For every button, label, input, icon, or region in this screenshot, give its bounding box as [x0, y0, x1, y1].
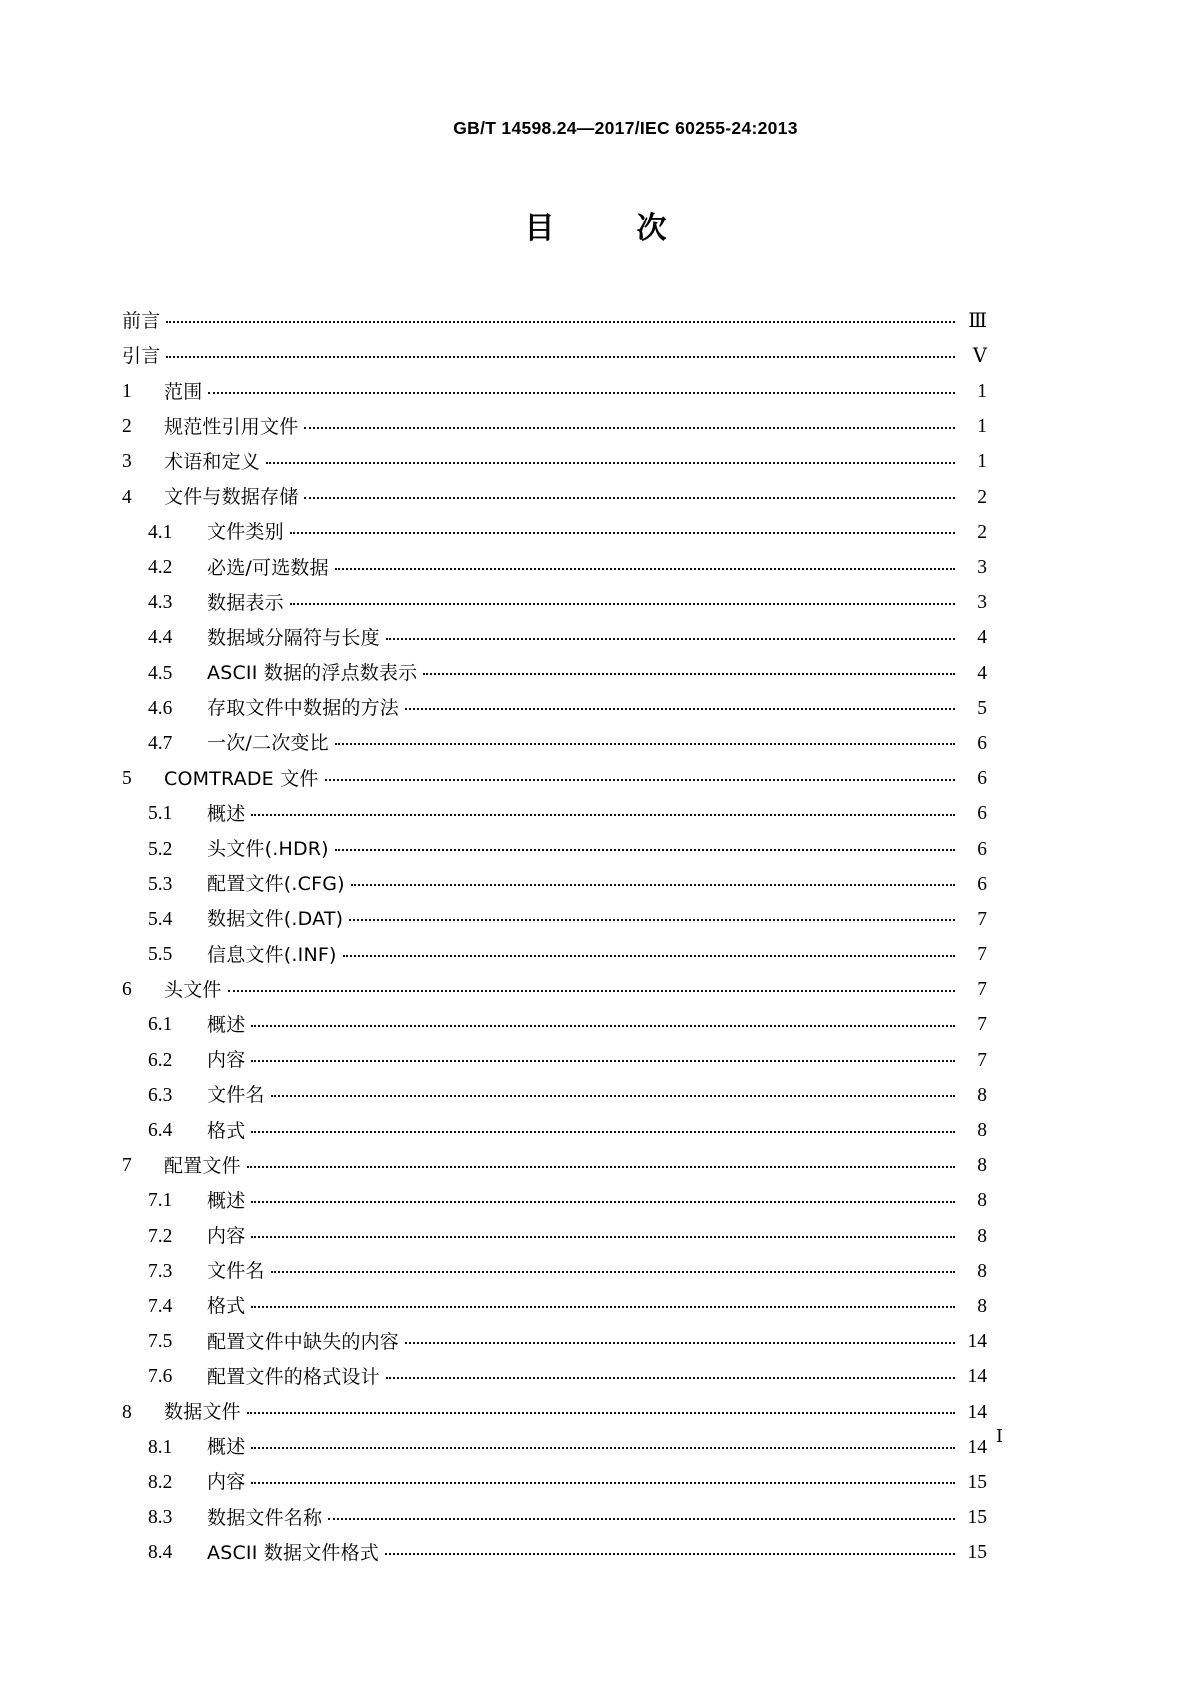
- toc-entry[interactable]: [122, 1211, 987, 1246]
- toc-entry-page: 5: [977, 697, 987, 719]
- toc-entry-label: 前言: [122, 310, 161, 333]
- toc-entry-label: 概述: [207, 1013, 246, 1036]
- toc-entry-page: 8: [977, 1295, 987, 1317]
- toc-leader-dots: [251, 1193, 955, 1207]
- toc-leader-dots: [247, 1404, 955, 1418]
- toc-entry-page: 8: [977, 1190, 987, 1212]
- toc-entry-label: 文件与数据存储: [164, 486, 299, 509]
- toc-entry-page: 7: [977, 908, 987, 930]
- toc-entry-page: 1: [977, 451, 987, 473]
- toc-leader-dots: [228, 982, 955, 996]
- toc-entry-number: 5.5: [148, 944, 173, 966]
- toc-entry-page: 3: [977, 557, 987, 578]
- toc-entry-number: 8: [122, 1401, 132, 1423]
- toc-entry-label: ASCII 数据文件格式: [207, 1541, 379, 1564]
- toc-entry-number: 8.4: [148, 1542, 173, 1564]
- toc-entry-label: 格式: [207, 1295, 246, 1318]
- toc-entry[interactable]: [122, 1141, 987, 1176]
- toc-entry-label: 范围: [164, 380, 203, 403]
- toc-entry-label: 概述: [207, 1189, 246, 1212]
- toc-entry-number: 4.6: [148, 697, 173, 719]
- toc-entry-label: 文件名: [207, 1260, 265, 1283]
- table-of-contents: [122, 296, 987, 1563]
- toc-leader-dots: [335, 735, 955, 749]
- toc-leader-dots: [290, 524, 955, 538]
- toc-entry-page: 8: [977, 1155, 987, 1177]
- toc-leader-dots: [328, 1510, 955, 1524]
- toc-entry-number: 7.4: [148, 1295, 173, 1317]
- toc-entry-page: 15: [967, 1471, 987, 1493]
- toc-entry-number: 6.4: [148, 1120, 173, 1141]
- toc-entry-number: 7: [122, 1155, 132, 1177]
- toc-leader-dots: [386, 1369, 955, 1383]
- toc-entry-number: 5.4: [148, 908, 173, 930]
- toc-entry-label: 格式: [207, 1119, 246, 1142]
- toc-entry-number: 4: [122, 486, 132, 508]
- toc-entry-number: 6.3: [148, 1084, 173, 1106]
- toc-entry[interactable]: [122, 613, 987, 648]
- toc-entry[interactable]: [122, 1316, 987, 1351]
- toc-entry-page: 4: [977, 662, 987, 684]
- toc-entry[interactable]: [122, 1035, 987, 1070]
- toc-entry-page: 8: [977, 1084, 987, 1106]
- toc-entry-label: 数据域分隔符与长度: [207, 626, 380, 649]
- toc-entry-label: 术语和定义: [164, 450, 261, 473]
- page-number-folio: Ⅰ: [995, 1426, 1003, 1446]
- toc-entry-number: 6.2: [148, 1049, 173, 1071]
- toc-leader-dots: [349, 911, 955, 925]
- toc-entry[interactable]: [122, 1105, 987, 1140]
- toc-leader-dots: [251, 1298, 955, 1312]
- toc-leader-dots: [351, 876, 955, 890]
- toc-entry-label: 概述: [207, 802, 246, 825]
- toc-entry-label: 规范性引用文件: [164, 415, 299, 438]
- toc-entry-page: 6: [977, 873, 987, 895]
- toc-entry-number: 3: [122, 451, 132, 473]
- toc-entry-label: 数据文件名称: [207, 1506, 323, 1529]
- toc-entry-page: 14: [967, 1331, 987, 1353]
- toc-entry-label: ASCII 数据的浮点数表示: [207, 662, 418, 685]
- toc-entry-number: 4.2: [148, 557, 173, 578]
- toc-entry-label: 信息文件(.INF): [207, 943, 337, 966]
- toc-entry-number: 8.1: [148, 1436, 173, 1458]
- toc-entry-number: 8.2: [148, 1471, 173, 1493]
- toc-entry-label: COMTRADE 文件: [164, 767, 319, 790]
- toc-leader-dots: [166, 348, 955, 362]
- toc-entry-label: 文件名: [207, 1084, 265, 1107]
- toc-entry[interactable]: [122, 296, 987, 331]
- toc-entry-page: Ⅲ: [968, 310, 987, 332]
- toc-leader-dots: [251, 1052, 955, 1066]
- toc-entry-number: 4.4: [148, 627, 173, 649]
- toc-leader-dots: [251, 1123, 955, 1137]
- toc-entry-number: 6.1: [148, 1014, 173, 1036]
- toc-entry-page: 15: [967, 1542, 987, 1564]
- toc-leader-dots: [251, 1017, 955, 1031]
- toc-entry-number: 8.3: [148, 1507, 173, 1529]
- toc-entry-number: 1: [122, 381, 132, 403]
- toc-entry-number: 5: [122, 768, 132, 790]
- toc-entry[interactable]: [122, 965, 987, 1000]
- toc-entry-page: 14: [967, 1366, 987, 1388]
- toc-leader-dots: [247, 1158, 955, 1172]
- toc-entry-label: 必选/可选数据: [207, 556, 329, 579]
- toc-entry[interactable]: [122, 789, 987, 824]
- toc-entry-number: 5.1: [148, 803, 173, 825]
- toc-entry-page: 2: [977, 486, 987, 508]
- toc-entry[interactable]: [122, 472, 987, 507]
- toc-entry[interactable]: [122, 402, 987, 437]
- toc-leader-dots: [335, 560, 955, 574]
- toc-leader-dots: [405, 700, 955, 714]
- toc-entry[interactable]: [122, 1457, 987, 1492]
- document-header-standard-number: GB/T 14598.24—2017/IEC 60255-24:2013: [453, 118, 798, 138]
- toc-entry[interactable]: [122, 824, 987, 859]
- toc-entry-label: 内容: [207, 1049, 246, 1072]
- toc-entry[interactable]: [122, 1281, 987, 1316]
- toc-leader-dots: [251, 806, 955, 820]
- toc-entry[interactable]: [122, 1387, 987, 1422]
- toc-entry-page: 2: [977, 521, 987, 543]
- toc-entry-page: 8: [977, 1120, 987, 1141]
- toc-entry-page: 8: [977, 1225, 987, 1247]
- toc-entry-page: 7: [977, 944, 987, 966]
- toc-entry[interactable]: [122, 1000, 987, 1035]
- toc-entry-label: 数据文件(.DAT): [207, 908, 344, 931]
- toc-leader-dots: [266, 454, 955, 468]
- toc-entry[interactable]: [122, 1246, 987, 1281]
- toc-entry-number: 5.3: [148, 873, 173, 895]
- toc-entry[interactable]: [122, 894, 987, 929]
- toc-entry-label: 数据表示: [207, 591, 284, 614]
- toc-entry[interactable]: [122, 507, 987, 542]
- toc-entry-page: 3: [977, 592, 987, 614]
- toc-entry-label: 内容: [207, 1471, 246, 1494]
- toc-entry[interactable]: [122, 929, 987, 964]
- toc-leader-dots: [166, 313, 955, 327]
- toc-leader-dots: [271, 1263, 955, 1277]
- toc-entry-number: 4.5: [148, 662, 173, 684]
- toc-leader-dots: [290, 595, 955, 609]
- toc-entry-page: 6: [977, 803, 987, 825]
- toc-leader-dots: [251, 1228, 955, 1242]
- toc-entry[interactable]: [122, 718, 987, 753]
- toc-entry[interactable]: [122, 859, 987, 894]
- toc-entry-number: 2: [122, 416, 132, 438]
- toc-entry[interactable]: [122, 648, 987, 683]
- toc-entry-number: 4.3: [148, 592, 173, 614]
- toc-entry-label: 存取文件中数据的方法: [207, 697, 400, 720]
- toc-entry-number: 7.6: [148, 1366, 173, 1388]
- toc-entry-label: 概述: [207, 1436, 246, 1459]
- toc-entry-page: 7: [977, 979, 987, 1001]
- toc-leader-dots: [304, 489, 955, 503]
- toc-leader-dots: [423, 665, 955, 679]
- toc-entry[interactable]: [122, 331, 987, 366]
- toc-entry-number: 4.1: [148, 521, 173, 543]
- toc-entry-number: 7.1: [148, 1190, 173, 1212]
- toc-entry-page: 15: [967, 1507, 987, 1529]
- toc-entry-page: 7: [977, 1014, 987, 1036]
- toc-entry[interactable]: [122, 683, 987, 718]
- toc-entry-number: 6: [122, 979, 132, 1001]
- toc-entry[interactable]: [122, 542, 987, 577]
- toc-entry-label: 配置文件中缺失的内容: [207, 1330, 400, 1353]
- toc-leader-dots: [386, 630, 955, 644]
- toc-entry-label: 配置文件: [164, 1154, 241, 1177]
- toc-entry-label: 头文件: [164, 978, 222, 1001]
- toc-entry-label: 一次/二次变比: [207, 732, 329, 755]
- toc-leader-dots: [271, 1087, 955, 1101]
- toc-entry-label: 数据文件: [164, 1401, 241, 1423]
- toc-entry-page: 4: [977, 627, 987, 649]
- toc-entry-page: 6: [977, 732, 987, 754]
- toc-entry[interactable]: [122, 1352, 987, 1387]
- toc-entry-label: 引言: [122, 345, 161, 368]
- toc-entry[interactable]: [122, 437, 987, 472]
- toc-entry-label: 配置文件(.CFG): [207, 873, 345, 896]
- toc-entry-number: 5.2: [148, 838, 173, 860]
- toc-leader-dots: [385, 1545, 955, 1559]
- toc-leader-dots: [251, 1474, 955, 1488]
- toc-leader-dots: [405, 1334, 955, 1348]
- toc-entry[interactable]: [122, 578, 987, 613]
- toc-entry-label: 内容: [207, 1225, 246, 1248]
- toc-entry[interactable]: [122, 1492, 987, 1527]
- toc-leader-dots: [304, 419, 955, 433]
- toc-leader-dots: [325, 771, 955, 785]
- toc-entry-page: Ⅴ: [972, 345, 987, 367]
- page-title: 目 次: [524, 211, 693, 246]
- toc-entry[interactable]: [122, 1176, 987, 1211]
- toc-entry-page: 6: [977, 768, 987, 790]
- toc-entry-page: 8: [977, 1260, 987, 1282]
- toc-entry[interactable]: [122, 366, 987, 401]
- toc-entry-page: 1: [977, 381, 987, 403]
- toc-entry-page: 6: [977, 838, 987, 860]
- toc-entry-number: 7.3: [148, 1260, 173, 1282]
- toc-entry-label: 配置文件的格式设计: [207, 1365, 380, 1388]
- toc-entry-number: 4.7: [148, 732, 173, 754]
- toc-entry[interactable]: [122, 1070, 987, 1105]
- toc-entry-label: 文件类别: [207, 521, 284, 544]
- toc-entry-number: 7.2: [148, 1225, 173, 1247]
- toc-entry-page: 1: [977, 416, 987, 438]
- toc-leader-dots: [343, 947, 955, 961]
- toc-entry-page: 7: [977, 1049, 987, 1071]
- toc-entry-number: 7.5: [148, 1331, 173, 1353]
- toc-leader-dots: [335, 841, 955, 855]
- toc-entry-label: 头文件(.HDR): [207, 838, 329, 860]
- toc-entry-page: 14: [967, 1436, 987, 1458]
- toc-entry[interactable]: [122, 753, 987, 788]
- toc-entry-page: 14: [967, 1401, 987, 1423]
- toc-leader-dots: [208, 384, 955, 398]
- toc-entry[interactable]: [122, 1528, 987, 1563]
